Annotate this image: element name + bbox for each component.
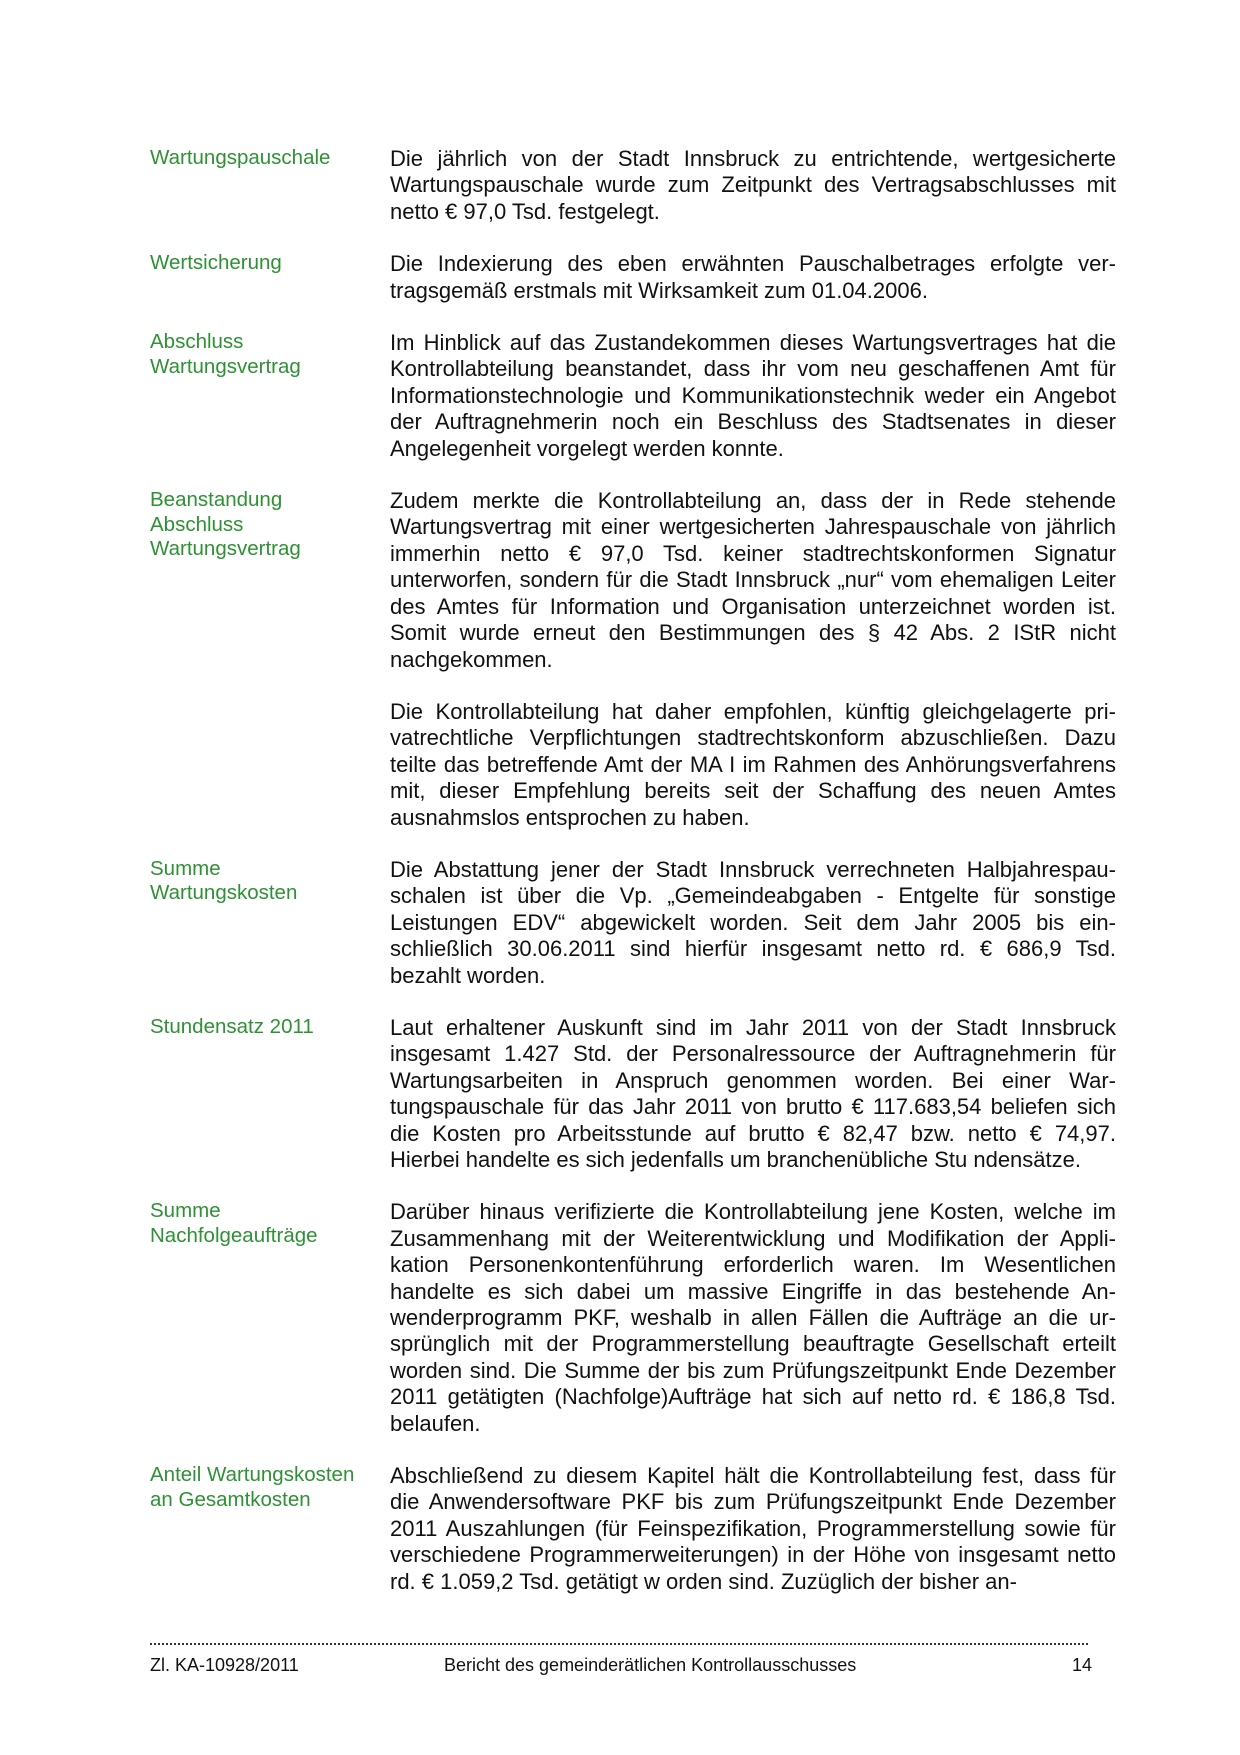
section-summe-nachfolgeauftraege xyxy=(150,1199,1116,1437)
margin-heading-line: Summe xyxy=(150,1199,221,1223)
section-text xyxy=(390,251,1116,304)
paragraph: Laut erhaltener Auskunft sind im Jahr 2011 von der Stadt Innsbruck insgesamt 1.427 Std. der Personalressource der Auftragnehmerin für Wartungsarbeiten in Anspruch genommen worden. Bei einer Wartungspauschale für das Jahr 2011 von brutto € 117.683,54 beliefen sich die Kosten pro Arbeitsstunde auf brutto € 82,47 bzw. netto € 74,97. Hierbei handelte es sich jedenfalls um branchenübliche Stu ndensätze. xyxy=(390,1014,1116,1172)
margin-heading-line: Abschluss xyxy=(150,512,244,536)
margin-heading-line: an Gesamtkosten xyxy=(150,1487,311,1511)
section-wertsicherung xyxy=(150,251,1116,304)
paragraph: Die jährlich von der Stadt Innsbruck zu entrichtende, wertgesicherte Wartungspauschale wurde zum Zeitpunkt des Vertragsabschlusses mit netto € 97,0 Tsd. festgelegt. xyxy=(390,146,1116,224)
paragraph: Darüber hinaus verifizierte die Kontrollabteilung jene Kosten, welche im Zusammenhang mit der Weiterentwicklung und Modifikation der Applikation Personenkontenführung erforderlich waren. Im Wesentlichen handelte es sich dabei um massive Eingriffe in das bestehende Anwenderprogramm PKF, weshalb in allen Fällen die Aufträge an die ursprünglich mit der Programmerstellung beauftragte Gesellschaft erteilt worden sind. Die Summe der bis zum Prüfungszeitpunkt Ende Dezember 2011 getätigten (Nachfolge)Aufträge hat sich auf netto rd. € 186,8 Tsd. belaufen. xyxy=(390,1199,1116,1436)
paragraph: Abschließend zu diesem Kapitel hält die Kontrollabteilung fest, dass für die Anwendersoftware PKF bis zum Prüfungszeitpunkt Ende Dezember 2011 Auszahlungen (für Feinspezifikation, Programmerstellung sowie für verschiedene Programmerweiterungen) in der Höhe von insgesamt netto rd. € 1.059,2 Tsd. getätigt w orden sind. Zuzüglich der bisher an- xyxy=(390,1463,1116,1594)
margin-heading-line: Summe xyxy=(150,856,221,880)
margin-heading-line: Stundensatz 2011 xyxy=(150,1014,314,1038)
margin-heading xyxy=(150,1199,390,1248)
section-text xyxy=(390,488,1116,831)
paragraph: Die Indexierung des eben erwähnten Pauschalbetrages erfolgte vertragsgemäß erstmals mit Wirksamkeit zum 01.04.2006. xyxy=(390,251,1116,303)
page-number: 14 xyxy=(1071,1655,1092,1675)
footer-divider xyxy=(150,1643,1088,1645)
paragraph: Die Kontrollabteilung hat daher empfohlen, künftig gleichgelagerte privatrechtliche Verpflichtungen stadtrechtskonform abzuschließen. Dazu teilte das betreffende Amt der MA I im Rahmen des Anhörungsverfahrens mit, dieser Empfehlung bereits seit der Schaffung des neuen Amtes ausnahmslos entsprochen zu haben. xyxy=(390,698,1116,830)
margin-heading xyxy=(150,251,390,276)
margin-heading-line: Nachfolgeaufträge xyxy=(150,1223,318,1247)
margin-heading-line: Anteil Wartungskosten xyxy=(150,1463,355,1487)
margin-heading-line: Wartungsvertrag xyxy=(150,354,301,378)
paragraph: Im Hinblick auf das Zustandekommen dieses Wartungsvertrages hat die Kontrollabteilung beanstandet, dass ihr vom neu geschaffenen Amt für Informationstechnologie und Kommunikationstechnik weder ein Angebot der Auftragnehmerin noch ein Beschluss des Stadtsenates in dieser Angelegenheit vorgelegt werden konnte. xyxy=(390,330,1116,461)
margin-heading-line: Wartungskosten xyxy=(150,881,298,905)
section-text xyxy=(390,146,1116,225)
report-body xyxy=(150,146,1116,1621)
margin-heading xyxy=(150,488,390,562)
section-text xyxy=(390,1199,1116,1437)
section-text xyxy=(390,1463,1116,1595)
section-summe-wartungskosten xyxy=(150,857,1116,989)
margin-heading xyxy=(150,857,390,906)
section-text xyxy=(390,1015,1116,1173)
section-text xyxy=(390,857,1116,989)
margin-heading-line: Abschluss xyxy=(150,330,244,354)
section-beanstandung-abschluss xyxy=(150,488,1116,831)
footer-title: Bericht des gemeinderätlichen Kontrollausschusses xyxy=(444,1655,857,1675)
document-reference: Zl. KA-10928/2011 xyxy=(150,1655,299,1675)
margin-heading xyxy=(150,146,390,171)
paragraph: Zudem merkte die Kontrollabteilung an, dass der in Rede stehende Wartungsvertrag mit einer wertgesicherten Jahrespauschale von jährlich immerhin netto € 97,0 Tsd. keiner stadtrechtskonformen Signatur unterworfen, sondern für die Stadt Innsbruck „nur“ vom ehemaligen Leiter des Amtes für Information und Organisation unterzeichnet worden ist. Somit wurde erneut den Bestimmungen des § 42 Abs. 2 IStR nicht nachgekommen. xyxy=(390,488,1116,672)
section-stundensatz xyxy=(150,1015,1116,1173)
margin-heading xyxy=(150,1463,390,1512)
section-abschluss-wartungsvertrag xyxy=(150,330,1116,462)
section-anteil-wartungskosten xyxy=(150,1463,1116,1595)
margin-heading-line: Wertsicherung xyxy=(150,251,282,275)
margin-heading xyxy=(150,1015,390,1040)
section-wartungspauschale xyxy=(150,146,1116,225)
margin-heading-line: Beanstandung xyxy=(150,488,283,512)
margin-heading-line: Wartungsvertrag xyxy=(150,537,301,561)
section-text xyxy=(390,330,1116,462)
margin-heading-line: Wartungspauschale xyxy=(150,146,331,169)
margin-heading xyxy=(150,330,390,379)
paragraph: Die Abstattung jener der Stadt Innsbruck verrechneten Halbjahrespauschalen ist über die Vp. „Gemeindeabgaben - Entgelte für sonstige Leistungen EDV“ abgewickelt worden. Seit dem Jahr 2005 bis einschließlich 30.06.2011 sind hierfür insgesamt netto rd. € 686,9 Tsd. bezahlt worden. xyxy=(390,856,1116,988)
